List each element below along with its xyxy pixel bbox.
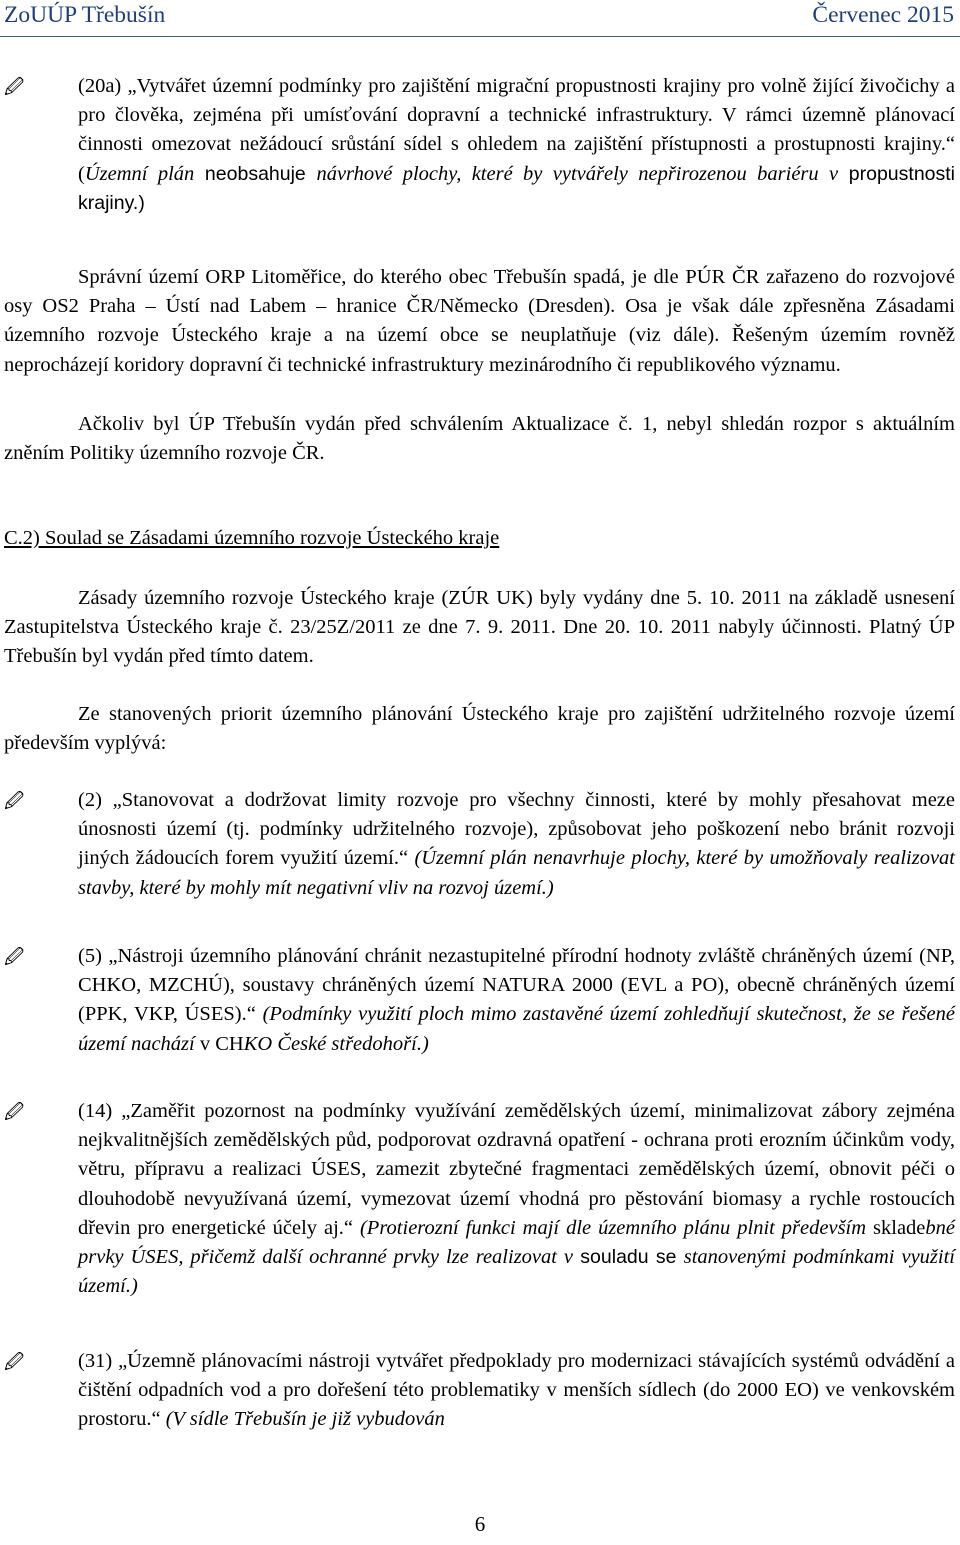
quoted-priority: (20a) „Vytvářet územní podmínky pro zajištění migrační propustnosti krajiny pro volně žijící živočichy a pro člověka, zejména při umísťování dopravní a technické infrastruktury. V rámci územně plánovací činnosti omezovat nežádoucí srůstání sídel s ohledem na zajištění přístupnosti a prostupnosti krajiny.“ ( bbox=[78, 75, 955, 185]
quoted-priority: (5) „Nástroji územního plánování chránit nezastupitelné přírodní hodnoty zvláště chráněných území (NP, CHKO, MZCHÚ), soustavy chráněných území NATURA 2000 (EVL a PO), obecně chráněných území (PPK, VKP, ÚSES).“ bbox=[78, 945, 955, 1026]
paragraph-text: Zásady územního rozvoje Ústeckého kraje (ZÚR UK) byly vydány dne 5. 10. 2011 na základě usnesení Zastupitelstva Ústeckého kraje č. 23/25Z/2011 ze dne 7. 9. 2011. Dne 20. 10. 2011 nabyly účinnosti. Platný ÚP Třebušín byl vydán před tímto datem. bbox=[4, 587, 955, 668]
pencil-icon: 🖉 bbox=[4, 790, 25, 812]
paragraph-pur bbox=[4, 410, 955, 468]
list-item-2 bbox=[0, 786, 960, 903]
commentary-italic: (Územní plán nenavrhuje plochy, které by umožňovaly realizovat stavby, které by mohly mít negativní vliv na rozvoj území.) bbox=[78, 847, 955, 899]
quoted-priority: (31) „Územně plánovacími nástroji vytvářet předpoklady pro modernizaci stávajících systémů odvádění a čištění odpadních vod a pro dořešení této problematiky v menších sídlech (do 2000 EO) ve venkovském prostoru.“ bbox=[78, 1350, 955, 1431]
header-date: Červenec 2015 bbox=[812, 2, 954, 28]
commentary-upright: sklade bbox=[873, 1216, 926, 1239]
list-item-5 bbox=[0, 942, 960, 1059]
commentary-italic: (V sídle Třebušín je již vybudován bbox=[165, 1408, 445, 1431]
pencil-icon: 🖉 bbox=[4, 1101, 25, 1123]
commentary-italic: (Protierozní funkci mají dle územního plánu plnit především bbox=[359, 1216, 874, 1239]
page-number: 6 bbox=[474, 1512, 486, 1536]
commentary-italic: bné prvky ÚSES, přičemž další ochranné prvky lze realizovat v bbox=[78, 1216, 955, 1269]
quoted-priority: (2) „Stanovovat a dodržovat limity rozvoje pro všechny činnosti, které by mohly přesahovat meze únosnosti území (tj. podmínky udržitelného rozvoje), způsobovat jeho poškození nebo bránit rozvoji jiných žádoucích forem využití území.“ bbox=[78, 789, 955, 870]
paragraph-text: Správní území ORP Litoměřice, do kterého obec Třebušín spadá, je dle PÚR ČR zařazeno do rozvojové osy OS2 Praha – Ústí nad Labem – hranice ČR/Německo (Dresden). Osa je však dále zpřesněna Zásadami územního rozvoje Ústeckého kraje a na území obce se neuplatňuje (viz dále). bbox=[4, 266, 955, 347]
header-document-title: ZoUÚP Třebušín bbox=[4, 2, 166, 28]
paragraph-priorities-intro bbox=[4, 700, 955, 758]
list-item-text bbox=[78, 72, 955, 218]
pencil-icon: 🖉 bbox=[4, 76, 25, 98]
commentary-italic: návrhové plochy, které by vytvářely nepřirozenou bariéru v bbox=[316, 162, 839, 185]
list-item-text bbox=[78, 1097, 955, 1301]
commentary-sans: souladu se bbox=[573, 1246, 684, 1269]
paragraph-text: Řešeným územím rovněž neprocházejí koridory dopravní či technické infrastruktury mezinárodního či republikového významu. bbox=[4, 324, 955, 376]
list-item-31 bbox=[0, 1347, 960, 1435]
paragraph-zur bbox=[4, 584, 955, 672]
paragraph-orp bbox=[4, 263, 955, 380]
paragraph-text: Ze stanovených priorit územního plánování Ústeckého kraje pro zajištění udržitelného rozvoje území především vyplývá: bbox=[4, 703, 955, 755]
commentary-italic: Územní plán bbox=[84, 162, 195, 185]
commentary-upright: v CH bbox=[199, 1032, 244, 1055]
commentary-italic: (Podmínky využití ploch mimo zastavěné území zohledňují skutečnost, že se řešené území nachází bbox=[78, 1003, 955, 1055]
list-item-text bbox=[78, 1347, 955, 1435]
pencil-icon: 🖉 bbox=[4, 946, 25, 968]
list-item-text bbox=[78, 942, 955, 1059]
commentary-italic: KO České středohoří.) bbox=[243, 1032, 429, 1055]
paragraph-text: Ačkoliv byl ÚP Třebušín vydán před schválením Aktualizace č. 1, nebyl shledán rozpor s aktuálním zněním Politiky územního rozvoje ČR. bbox=[4, 413, 955, 465]
header-divider bbox=[0, 36, 960, 37]
pencil-icon: 🖉 bbox=[4, 1351, 25, 1373]
quoted-priority: (14) „Zaměřit pozornost na podmínky využívání zemědělských území, minimalizovat zábory zejména nejkvalitnějších zemědělských půd, podporovat ozdravná opatření - ochrana proti erozním účinkům vody, větru, přípravu a realizaci ÚSES, zamezit zbytečné fragmentaci zemědělských území, obnovit péči o dlouhodobě nevyužívaná území, vymezovat území vhodná pro pěstování biomasy a rychle rostoucích dřevin pro energetické účely aj.“ bbox=[78, 1100, 955, 1239]
commentary-sans: neobsahuje bbox=[194, 162, 317, 185]
section-heading: C.2) Soulad se Zásadami územního rozvoje Ústeckého kraje bbox=[4, 527, 500, 549]
list-item-14 bbox=[0, 1097, 960, 1301]
commentary-italic: stanovenými podmínkami využití území.) bbox=[78, 1246, 955, 1298]
commentary-sans: propustnosti krajiny.) bbox=[78, 162, 956, 214]
list-item-20a bbox=[0, 72, 960, 218]
list-item-text bbox=[78, 786, 955, 903]
